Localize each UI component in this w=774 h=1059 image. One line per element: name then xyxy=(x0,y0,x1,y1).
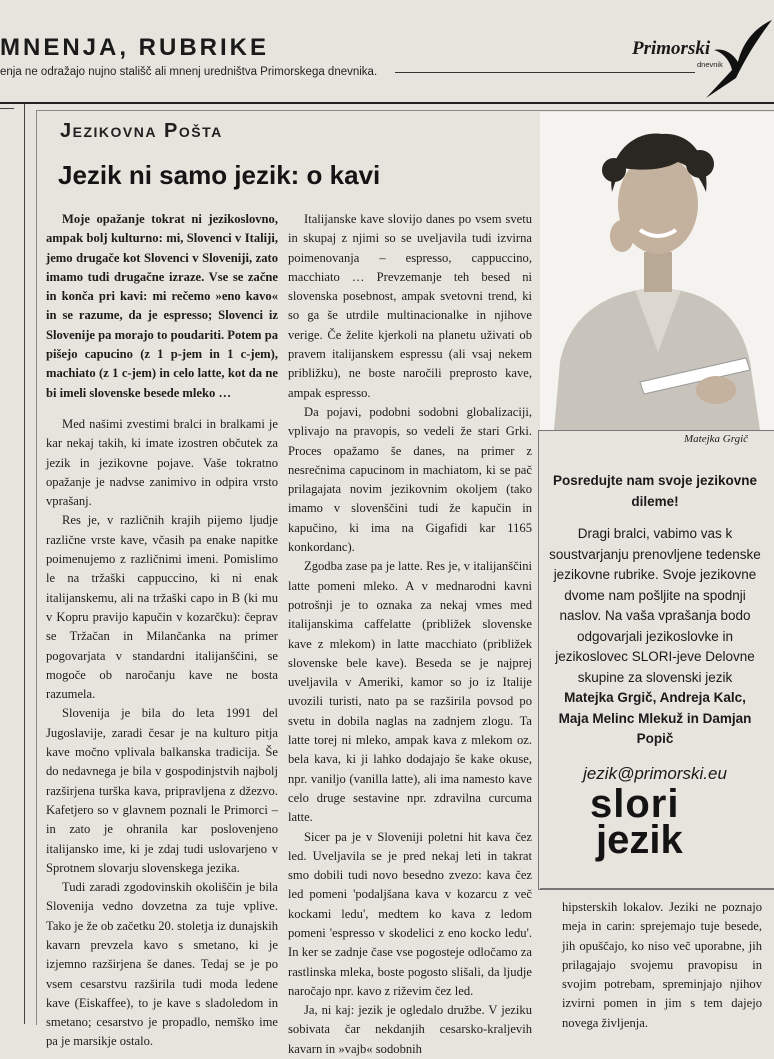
article-headline: Jezik ni samo jezik: o kavi xyxy=(58,160,381,190)
paragraph: Ja, ni kaj: jezik je ogledalo družbe. V jeziku sobivata čar nekdanjih cesarsko-kraljevih kavarn in »vajb« sodobnih xyxy=(288,1003,532,1056)
contact-email[interactable]: jezik@primorski.eu xyxy=(583,763,727,783)
rubric-title: Jezikovna Pošta xyxy=(60,120,223,142)
info-box-body: Dragi bralci, vabimo vas k soustvarjanju prenovljene tedenske jezikovne rubrike. Svoje jezikovne dvome nam pošljite na spodnji naslov. Na vaša vprašanja bodo odgovarjali jezikoslovke in jezikoslovec SLORI-jeve Delovne skupine za slovenski jezik xyxy=(549,526,761,685)
paragraph: Zgodba zase pa je latte. Res je, v italijanščini latte pomeni mleko. A v mednarodni kavni potrošnji je to oznaka za nekaj vmes med italijanskima caffelatte (približek slovenske kave z mlekom) in latte macchiato (približek slovenske bele kave). Beseda se je najprej uveljavila v Ameriki, kamor so jo iz Italije uvozili turisti, nato pa se razširila povsod po svetu in dobila naglas na zadnjem zlogu. Ta latte torej ni mleko, ampak kava z mlekom oz. bela kava, ki ji lahko dodajajo še kake okuse, npr. vaniljo (vanilla latte), ali ima namesto kave celo druge sestavine npr. zdravilna curcuma latte. xyxy=(288,559,532,825)
paragraph: hipsterskih lokalov. Jeziki ne poznajo meja in carin: sprejemajo tuje besede, jih opuščajo, ko niso več uporabne, jih prilagajajo svojemu pravopisu in svojim potrebam, spreminjajo njihov izvirni pomen in jim s tem dajejo novega življenja. xyxy=(562,900,762,1030)
article-lead: Moje opažanje tokrat ni jezikoslovno, ampak bolj kulturno: mi, Slovenci v Italiji, jemo drugače kot Slovenci v Sloveniji, zato imamo tudi drugačne izraze. Vse se začne in konča pri kavi: mi rečemo »eno kavo« in se razume, da je espresso; Slovenci iz Slovenije pa morajo to poudariti. Potem pa pišejo capucino (z 1 p-jem in 1 c-jem), machiato (z 1 c-jem) in celo latte, kot da ne bi imeli slovenske besede mleko … xyxy=(46,212,278,400)
box-bottom-rule xyxy=(540,888,774,889)
paragraph: Da pojavi, podobni sodobni globalizaciji, vplivajo na pravopis, so vedeli že stari Grki. Proces opažamo še danes, na primer z nesrečnima capucinom in machiatom, ki se pač prilagajata novim jezikovnim okoljem (tako imamo v slovenščini tudi že kapučin in kapučino, ki ima na Gigafidi kar 1165 konkordanc). xyxy=(288,404,532,555)
header-rule xyxy=(0,102,774,104)
disclaimer: enja ne odražajo nujno stališč ali mnenj uredništva Primorskega dnevnika. xyxy=(0,66,378,78)
paragraph: Italijanske kave slovijo danes po vsem svetu in skupaj z njimi so se uveljavila tudi izvirna poimenovanja – espresso, cappuccino, macchiato … Prevzemanje teh besed ni slovenska posebnost, ampak svetovni trend, ki so ga še utrdile multinacionalke in njihove verige. Če želite kjerkoli na planetu uživati ob pravem italijanskem espressu (ali vsaj nekem približku), ne boste naročili preprosto kave, ampak espresso. xyxy=(288,212,532,400)
brand-name: Primorski xyxy=(632,38,711,59)
article-column-1 xyxy=(46,210,278,1052)
logo-jezik: jezik xyxy=(596,818,683,862)
article-column-2 xyxy=(288,210,532,1059)
paragraph: Sicer pa je v Sloveniji poletni hit kava čez led. Uveljavila se je pred nekaj leti in takrat smo dobili tudi novo besedno zvezo: kava čez led pomeni 'podaljšana kava v kozarcu z več kockami ledu', medtem ko kava z ledom pomeni 'espresso v skodelici z eno kocko ledu'. In ker se zadnje čase vse pogosteje odločamo za rastlinska mleka, boste pogosto slišali, da ljudje naročajo npr. kavo z riževim čez led. xyxy=(288,829,532,998)
info-box-heading: Posredujte nam svoje jezikovne dileme! xyxy=(552,473,758,509)
column-divider xyxy=(24,104,25,1024)
info-box-names: Matejka Grgič, Andreja Kalc, Maja Melinc Mlekuž in Damjan Popič xyxy=(558,690,752,746)
header-thin-rule xyxy=(395,72,695,73)
paragraph: Tudi zaradi zgodovinskih okoliščin je bila Slovenija vedno dovzetna za tuje vplive. Tako je že ob začetku 20. stoletja iz dunajskih kavarn prevzela kavo s smetano, ki je izjemno razširjena še danes. Tedaj se je po vsem cesarstvu razširila tudi moda ledene kave (Eiskaffee), to je kave s sladoledom in smetano; cesarstvo je propadlo, nemško ime pa je marsikje ostalo. xyxy=(46,880,278,1049)
section-title: MNENJA, RUBRIKE xyxy=(0,34,270,61)
seagull-icon xyxy=(702,18,774,100)
paragraph: Med našimi zvestimi bralci in bralkami je kar nekaj takih, ki imate izostren občutek za jezik in jezikovne pojave. Vaše tokratno opažanje je nadvse zanimivo in odpira vrsto vprašanj. xyxy=(46,416,278,509)
article-column-3 xyxy=(562,898,762,1033)
brand-subtitle: dnevnik xyxy=(697,60,723,69)
author-photo xyxy=(540,112,774,430)
paragraph: Res je, v različnih krajih pijemo ljudje različne vrste kave, včasih pa enake napitke poimenujemo z različnimi imeni. Pomislimo le na tržaški cappuccino, ki ni enak italijanskemu, ali na tržaški capo in B (ki mu v Kopru pravijo kapučin v kozarčku): čeprav se Tržačan in Milančanka na primer pogovarjata v standardni italijanščini, se mogoče ob naročanju kave ne bosta razumela. xyxy=(46,513,278,702)
column-divider-tick xyxy=(0,108,14,109)
photo-caption: Matejka Grgič xyxy=(684,433,749,445)
logo-slori: slori xyxy=(590,782,680,826)
info-box-content xyxy=(548,470,762,784)
paragraph: Slovenija je bila do leta 1991 del Jugoslavije, zaradi česar je na kulturo pitja kave močno vplivala balkanska tradicija. Še do nedavnega je bila v gospodinjstvih najbolj razširjena turška kava, pripravljena z džezvo. Kafetjero so v glavnem poznali le Primorci – in zato je ohranila kar poslovenjeno italijansko ime, ki je zdaj tudi uslovarjeno v Sprotnem slovarju slovenskega jezika. xyxy=(46,706,278,875)
